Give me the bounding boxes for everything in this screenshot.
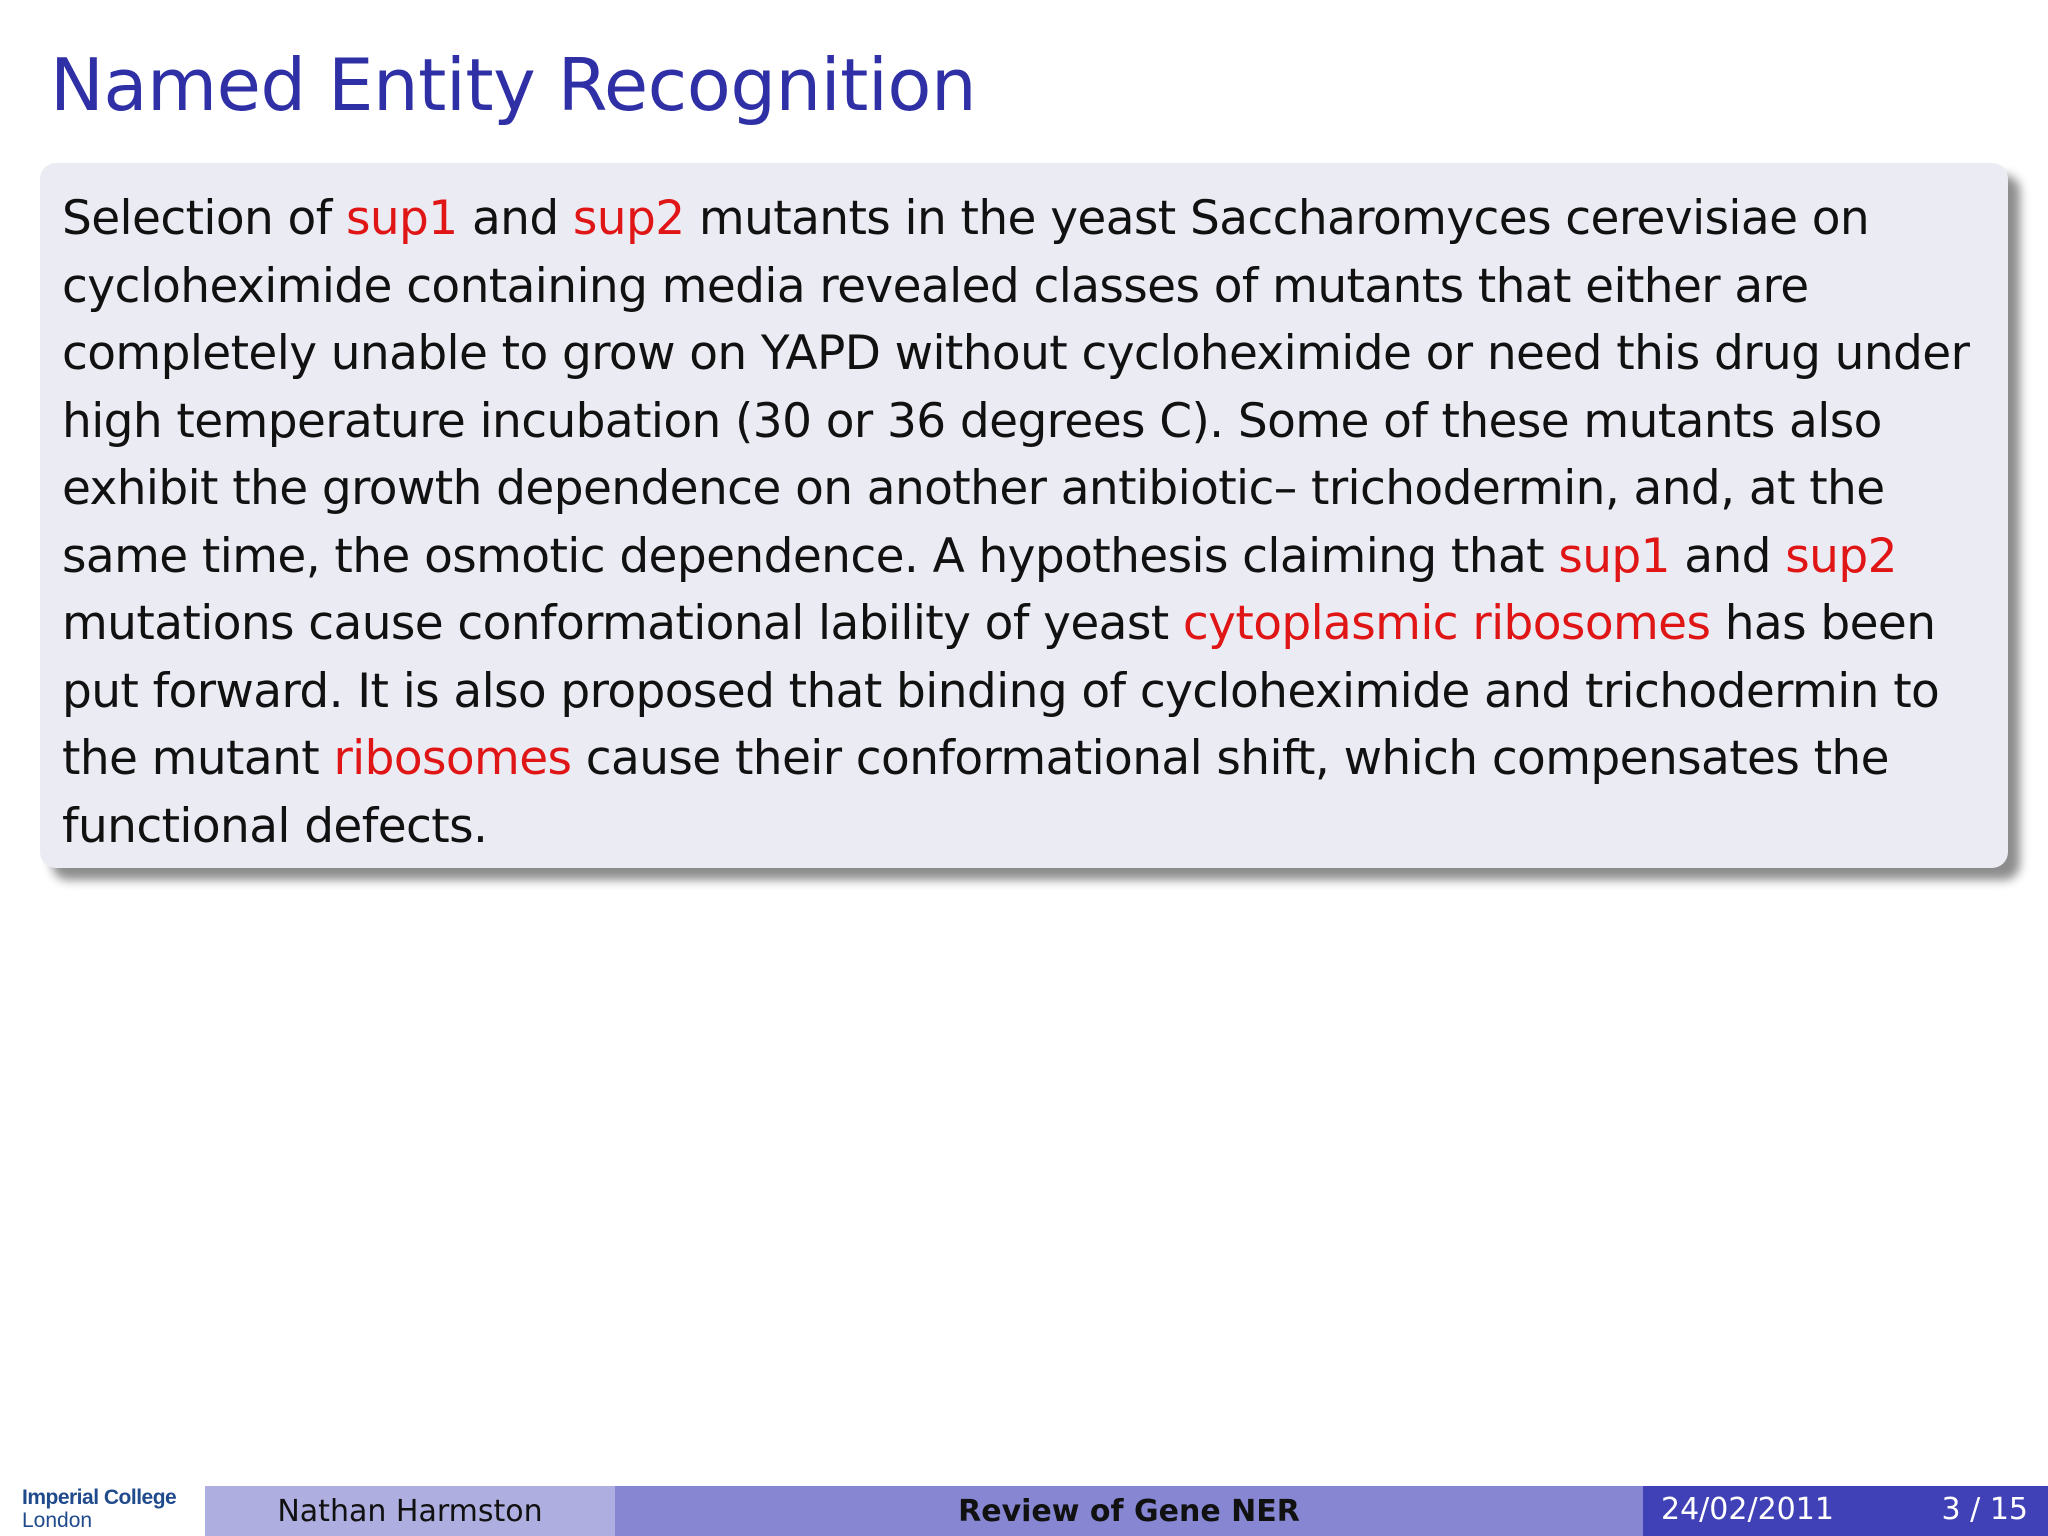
text-segment: mutations cause conformational lability of yeast — [62, 596, 1183, 651]
logo-line-2: London — [22, 1509, 93, 1532]
text-segment: and — [1669, 528, 1786, 584]
footer-date-page — [1643, 1486, 2048, 1536]
footer-presentation-title — [615, 1486, 1643, 1536]
text-segment: has been put forward. It is also proposed that binding of cycloheximide and trichodermin to the mutant — [62, 596, 1940, 786]
presentation-title: Review of Gene NER — [958, 1493, 1300, 1529]
gene-entity-sup2: sup2 — [572, 191, 685, 246]
gene-entity-sup1: sup1 — [345, 191, 458, 246]
text-segment: Selection of — [62, 191, 346, 246]
entity-cytoplasmic-ribosomes: cytoplasmic ribosomes — [1182, 596, 1711, 651]
slide-title: Named Entity Recognition — [50, 43, 977, 127]
footer-author — [205, 1486, 615, 1536]
logo-line-1: Imperial College — [22, 1486, 177, 1509]
text-segment: mutants in the yeast Saccharomyces cerevisiae on cycloheximide containing media revealed classes of mutants that either are completely unable to grow on YAPD without cycloheximide or need this drug under high temperature incubation (30 or 36 degrees C). Some of these mutants also exhibit the growth dependence on another antibiotic– trichodermin, and, at the same time, the osmotic dependence. A hypothesis claiming that — [62, 191, 1970, 584]
footer — [0, 1486, 2048, 1536]
abstract-paragraph — [62, 185, 1986, 860]
text-segment: and — [457, 191, 573, 246]
gene-entity-sup2: sup2 — [1785, 528, 1897, 584]
gene-entity-sup1: sup1 — [1558, 528, 1670, 584]
entity-ribosomes: ribosomes — [333, 731, 572, 786]
text-segment: cause their conformational shift, which compensates the functional defects. — [62, 731, 1889, 854]
presentation-date: 24/02/2011 — [1661, 1492, 1834, 1527]
author-name: Nathan Harmston — [277, 1493, 543, 1529]
page-number: 3 / 15 — [1941, 1492, 2028, 1527]
text-block — [40, 163, 2008, 868]
imperial-college-logo — [22, 1486, 202, 1536]
